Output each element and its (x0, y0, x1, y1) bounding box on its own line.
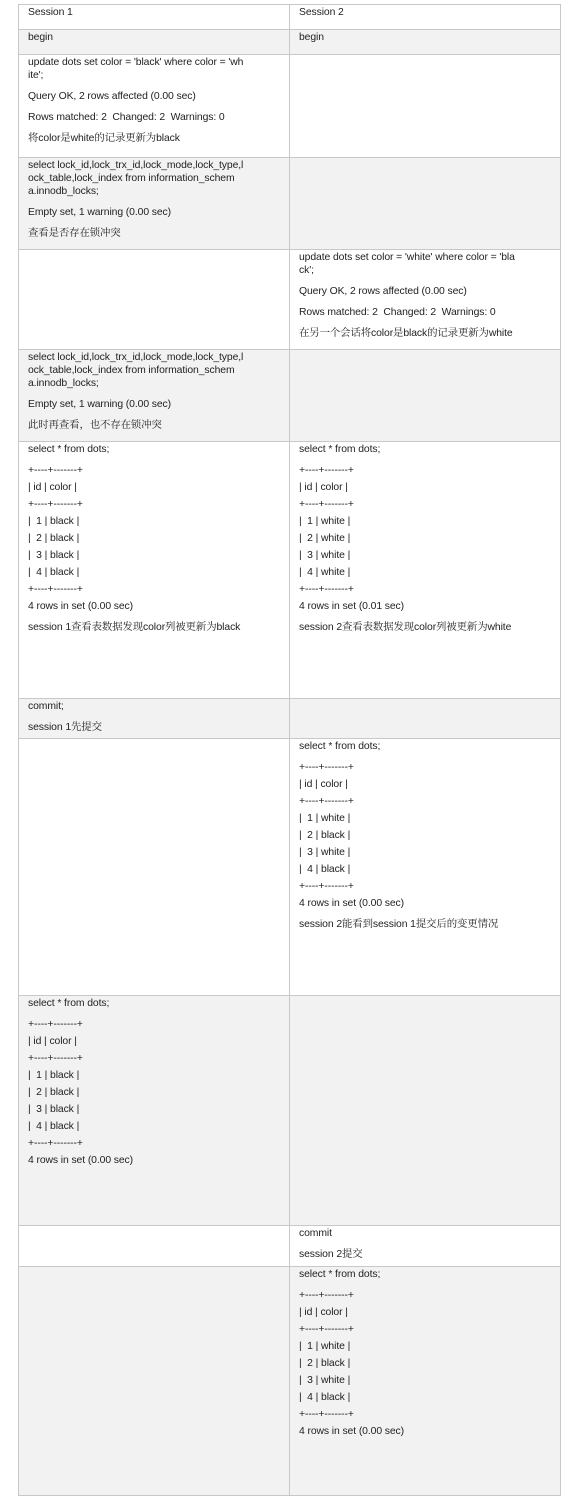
cell-line: | 2 | black | (299, 830, 351, 841)
cell-line: +----+-------+ (299, 584, 354, 595)
cell-line: select * from dots; (299, 1269, 381, 1280)
cell-line: | 4 | black | (299, 1392, 351, 1403)
table-row (18, 1225, 561, 1267)
cell-line: session 2能看到session 1提交后的变更情况 (299, 919, 499, 930)
cell-line: +----+-------+ (299, 1290, 354, 1301)
cell-line: | 3 | white | (299, 1375, 351, 1386)
session-1-cell (18, 1225, 290, 1267)
cell-line: | 1 | white | (299, 516, 351, 527)
cell-line: Query OK, 2 rows affected (0.00 sec) (299, 286, 467, 297)
session-1-cell (18, 698, 290, 739)
cell-line: session 1查看表数据发现color列被更新为black (28, 622, 241, 633)
cell-line: commit (299, 1228, 332, 1239)
cell-line: | id | color | (299, 1307, 348, 1318)
cell-line: | id | color | (28, 482, 77, 493)
cell-line: | id | color | (28, 1036, 77, 1047)
cell-line: | 3 | white | (299, 847, 351, 858)
session-1-cell (18, 738, 290, 996)
cell-line: +----+-------+ (299, 1324, 354, 1335)
session-2-cell (289, 157, 561, 250)
cell-line: 将color是white的记录更新为black (28, 133, 180, 144)
cell-line: session 1先提交 (28, 722, 102, 733)
cell-line: | 4 | black | (28, 567, 80, 578)
table-row (18, 698, 561, 739)
session-2-cell (289, 54, 561, 158)
session-2-cell (289, 738, 561, 996)
cell-line: select * from dots; (28, 998, 110, 1009)
cell-line: 4 rows in set (0.00 sec) (299, 898, 405, 909)
table-row (18, 29, 561, 55)
session-1-cell (18, 1266, 290, 1496)
cell-line: commit; (28, 701, 64, 712)
cell-line: update dots set color = 'white' where color = 'bla ck'; (299, 252, 515, 276)
session-1-cell (18, 29, 290, 55)
cell-line: session 2提交 (299, 1249, 363, 1260)
cell-line: | id | color | (299, 779, 348, 790)
session-2-cell (289, 4, 561, 30)
table-row (18, 441, 561, 699)
cell-line: | 2 | black | (299, 1358, 351, 1369)
cell-line: | 4 | black | (28, 1121, 80, 1132)
session-1-cell (18, 249, 290, 350)
cell-line: | 1 | black | (28, 1070, 80, 1081)
session-1-cell (18, 157, 290, 250)
table-row (18, 1266, 561, 1496)
cell-line: +----+-------+ (299, 465, 354, 476)
cell-line: +----+-------+ (28, 584, 83, 595)
cell-line: select * from dots; (28, 444, 110, 455)
cell-line: | 1 | white | (299, 813, 351, 824)
table-row (18, 54, 561, 158)
cell-line: +----+-------+ (28, 1138, 83, 1149)
session-1-cell (18, 349, 290, 442)
table-row (18, 349, 561, 442)
cell-line: +----+-------+ (28, 465, 83, 476)
cell-line: Session 1 (28, 7, 73, 18)
session-2-cell (289, 441, 561, 699)
cell-line: | 4 | white | (299, 567, 351, 578)
session-2-cell (289, 1266, 561, 1496)
session-2-cell (289, 349, 561, 442)
cell-line: | 1 | white | (299, 1341, 351, 1352)
cell-line: | 2 | black | (28, 1087, 80, 1098)
table-row (18, 995, 561, 1226)
cell-line: Query OK, 2 rows affected (0.00 sec) (28, 91, 196, 102)
cell-line: | id | color | (299, 482, 348, 493)
table-row (18, 157, 561, 250)
cell-line: begin (299, 32, 324, 43)
session-2-cell (289, 995, 561, 1226)
cell-line: session 2查看表数据发现color列被更新为white (299, 622, 512, 633)
cell-line: | 2 | white | (299, 533, 351, 544)
cell-line: +----+-------+ (28, 499, 83, 510)
table-row (18, 249, 561, 350)
cell-line: Rows matched: 2 Changed: 2 Warnings: 0 (28, 112, 225, 123)
session-1-cell (18, 441, 290, 699)
cell-line: +----+-------+ (299, 762, 354, 773)
cell-line: +----+-------+ (299, 1409, 354, 1420)
cell-line: select lock_id,lock_trx_id,lock_mode,lock_type,l ock_table,lock_index from information_schem a.innodb_locks; (28, 160, 244, 197)
cell-line: Empty set, 1 warning (0.00 sec) (28, 399, 172, 410)
cell-line: select * from dots; (299, 741, 381, 752)
cell-line: 4 rows in set (0.00 sec) (28, 1155, 134, 1166)
session-2-cell (289, 1225, 561, 1267)
cell-line: begin (28, 32, 53, 43)
cell-line: | 4 | black | (299, 864, 351, 875)
session-2-cell (289, 29, 561, 55)
cell-line: | 2 | black | (28, 533, 80, 544)
cell-line: +----+-------+ (28, 1053, 83, 1064)
cell-line: | 1 | black | (28, 516, 80, 527)
cell-line: update dots set color = 'black' where color = 'wh ite'; (28, 57, 244, 81)
cell-line: Session 2 (299, 7, 344, 18)
cell-line: 在另一个会话将color是black的记录更新为white (299, 328, 513, 339)
cell-line: Rows matched: 2 Changed: 2 Warnings: 0 (299, 307, 496, 318)
cell-line: | 3 | black | (28, 1104, 80, 1115)
session-2-cell (289, 249, 561, 350)
cell-line: 4 rows in set (0.01 sec) (299, 601, 405, 612)
table-row (18, 738, 561, 996)
session-2-cell (289, 698, 561, 739)
cell-line: 4 rows in set (0.00 sec) (299, 1426, 405, 1437)
cell-line: select lock_id,lock_trx_id,lock_mode,lock_type,l ock_table,lock_index from information_schem a.innodb_locks; (28, 352, 244, 389)
cell-line: +----+-------+ (28, 1019, 83, 1030)
table-row (18, 4, 561, 30)
cell-line: | 3 | white | (299, 550, 351, 561)
cell-line: | 3 | black | (28, 550, 80, 561)
session-1-cell (18, 4, 290, 30)
session-1-cell (18, 54, 290, 158)
cell-line: 查看是否存在锁冲突 (28, 228, 121, 239)
cell-line: +----+-------+ (299, 499, 354, 510)
cell-line: 此时再查看，也不存在锁冲突 (28, 420, 162, 431)
cell-line: select * from dots; (299, 444, 381, 455)
cell-line: 4 rows in set (0.00 sec) (28, 601, 134, 612)
cell-line: +----+-------+ (299, 796, 354, 807)
session-1-cell (18, 995, 290, 1226)
cell-line: +----+-------+ (299, 881, 354, 892)
cell-line: Empty set, 1 warning (0.00 sec) (28, 207, 172, 218)
